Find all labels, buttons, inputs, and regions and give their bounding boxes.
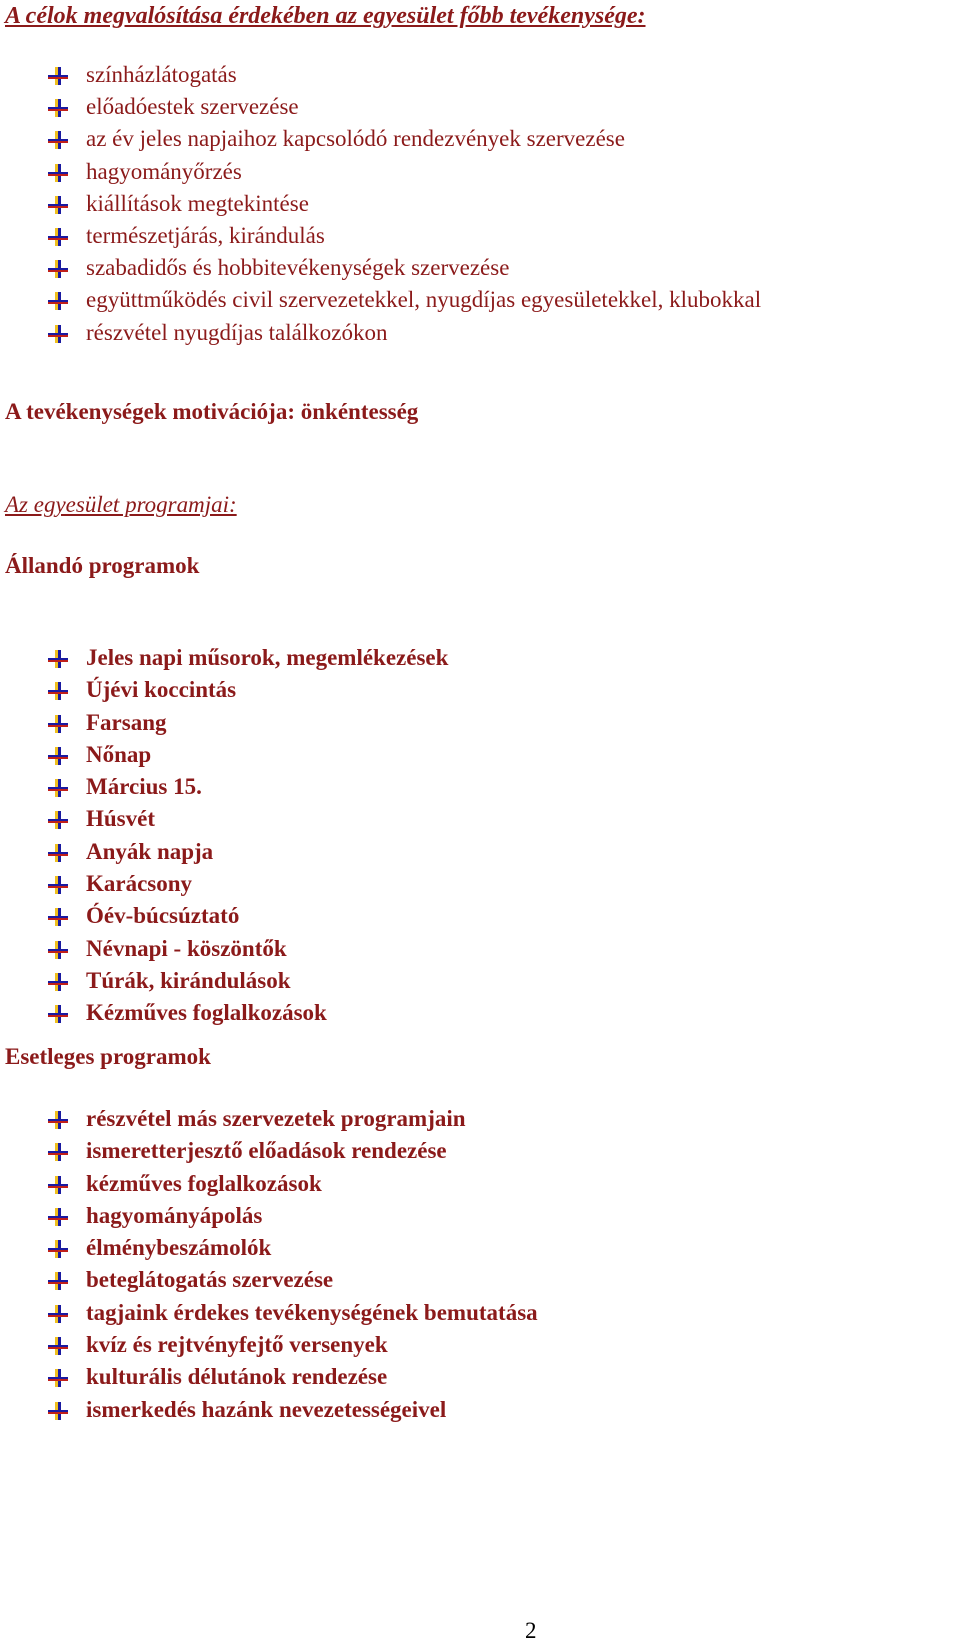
permanent-program-item-text: Kézműves foglalkozások [86, 1000, 327, 1026]
cross-bullet-icon [48, 228, 68, 246]
cross-bullet-icon [48, 908, 68, 926]
activity-item-text: hagyományőrzés [86, 158, 242, 184]
cross-bullet-icon [48, 325, 68, 343]
cross-bullet-icon [48, 1005, 68, 1023]
optional-program-item-text: ismerkedés hazánk nevezetességeivel [86, 1396, 447, 1422]
page-number: 2 [525, 1618, 537, 1643]
cross-bullet-icon [48, 1402, 68, 1420]
cross-bullet-icon [48, 844, 68, 862]
activity-item-text: részvétel nyugdíjas találkozókon [86, 319, 388, 345]
cross-bullet-icon [48, 1176, 68, 1194]
optional-program-item-text: kulturális délutánok rendezése [86, 1364, 388, 1390]
cross-bullet-icon [48, 973, 68, 991]
permanent-programs-heading: Állandó programok [5, 553, 200, 578]
cross-bullet-icon [48, 747, 68, 765]
cross-bullet-icon [48, 164, 68, 182]
permanent-program-item-text: Névnapi - köszöntők [86, 935, 287, 961]
cross-bullet-icon [48, 1337, 68, 1355]
cross-bullet-icon [48, 1272, 68, 1290]
cross-bullet-icon [48, 260, 68, 278]
activity-item-text: természetjárás, kirándulás [86, 222, 325, 248]
permanent-program-item-text: Március 15. [86, 774, 202, 800]
motivation-text: A tevékenységek motivációja: önkéntesség [5, 399, 419, 424]
cross-bullet-icon [48, 99, 68, 117]
cross-bullet-icon [48, 650, 68, 668]
permanent-program-item-text: Nőnap [86, 741, 152, 767]
cross-bullet-icon [48, 1143, 68, 1161]
permanent-program-item-text: Óév-búcsúztató [86, 903, 240, 929]
optional-program-item-text: kézműves foglalkozások [86, 1170, 322, 1196]
programs-heading: Az egyesület programjai: [5, 492, 237, 517]
cross-bullet-icon [48, 67, 68, 85]
cross-bullet-icon [48, 715, 68, 733]
activity-item-text: előadóestek szervezése [86, 94, 299, 120]
optional-program-item-text: tagjaink érdekes tevékenységének bemutatása [86, 1299, 538, 1325]
cross-bullet-icon [48, 876, 68, 894]
cross-bullet-icon [48, 682, 68, 700]
cross-bullet-icon [48, 1111, 68, 1129]
cross-bullet-icon [48, 1369, 68, 1387]
permanent-program-item-text: Újévi koccintás [86, 677, 237, 703]
activity-item-text: kiállítások megtekintése [86, 190, 309, 216]
cross-bullet-icon [48, 292, 68, 310]
activity-item-text: színházlátogatás [86, 62, 237, 87]
activity-item-text: együttműködés civil szervezetekkel, nyugdíjas egyesületekkel, klubokkal [86, 287, 762, 313]
optional-program-item-text: beteglátogatás szervezése [86, 1267, 334, 1293]
main-heading: A célok megvalósítása érdekében az egyesület főbb tevékenysége: [5, 3, 646, 29]
optional-program-item-text: kvíz és rejtvényfejtő versenyek [86, 1332, 388, 1358]
cross-bullet-icon [48, 131, 68, 149]
cross-bullet-icon [48, 811, 68, 829]
cross-bullet-icon [48, 196, 68, 214]
cross-bullet-icon [48, 941, 68, 959]
optional-program-item-text: részvétel más szervezetek programjain [86, 1106, 466, 1131]
permanent-program-item-text: Anyák napja [86, 838, 214, 864]
activity-item-text: az év jeles napjaihoz kapcsolódó rendezvények szervezése [86, 126, 625, 152]
optional-program-item-text: hagyományápolás [86, 1202, 263, 1228]
cross-bullet-icon [48, 1240, 68, 1258]
permanent-program-item-text: Farsang [86, 709, 167, 735]
permanent-program-item-text: Karácsony [86, 871, 193, 897]
permanent-program-item-text: Húsvét [86, 806, 155, 832]
optional-program-item-text: élménybeszámolók [86, 1235, 272, 1261]
permanent-program-item-text: Jeles napi műsorok, megemlékezések [86, 645, 449, 670]
cross-bullet-icon [48, 1208, 68, 1226]
cross-bullet-icon [48, 1305, 68, 1323]
optional-programs-heading: Esetleges programok [5, 1044, 211, 1069]
activity-item-text: szabadidős és hobbitevékenységek szervezése [86, 255, 510, 281]
permanent-program-item-text: Túrák, kirándulások [86, 967, 291, 993]
optional-program-item-text: ismeretterjesztő előadások rendezése [86, 1138, 447, 1164]
cross-bullet-icon [48, 779, 68, 797]
